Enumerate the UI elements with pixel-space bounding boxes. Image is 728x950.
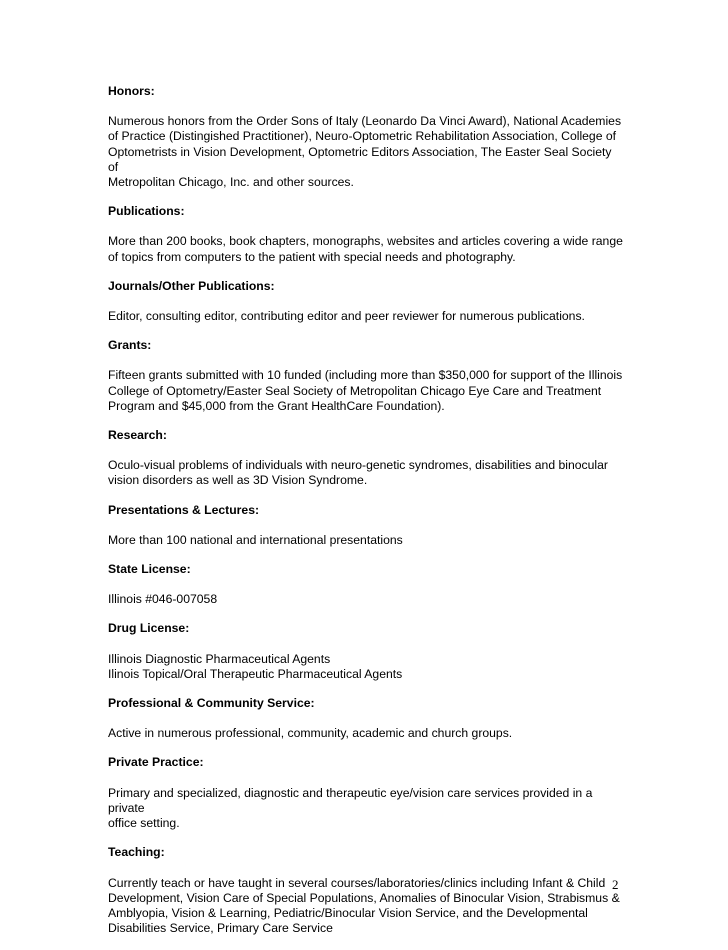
section-text bbox=[108, 652, 623, 682]
section-heading: Private Practice: bbox=[108, 755, 204, 770]
text-line: Amblyopia, Vision & Learning, Pediatric/Binocular Vision Service, and the Developmental bbox=[108, 905, 588, 920]
text-line: Editor, consulting editor, contributing editor and peer reviewer for numerous publications. bbox=[108, 309, 585, 324]
section-heading: Professional & Community Service: bbox=[108, 696, 315, 711]
text-line: Program and $45,000 from the Grant HealthCare Foundation). bbox=[108, 398, 445, 413]
text-line: Oculo-visual problems of individuals with neuro-genetic syndromes, disabilities and binocular bbox=[108, 458, 608, 473]
section-text bbox=[108, 458, 623, 488]
document-body bbox=[108, 84, 623, 950]
section bbox=[108, 84, 623, 190]
section bbox=[108, 621, 623, 682]
text-line: of Practice (Distingished Practitioner), Neuro-Optometric Rehabilitation Association, College of bbox=[108, 129, 617, 144]
text-line: Active in numerous professional, community, academic and church groups. bbox=[108, 726, 513, 741]
section-heading: Drug License: bbox=[108, 621, 190, 636]
section bbox=[108, 338, 623, 414]
section bbox=[108, 755, 623, 831]
text-line: More than 100 national and international presentations bbox=[108, 532, 403, 547]
section-text bbox=[108, 726, 623, 741]
section bbox=[108, 845, 623, 936]
section-heading: Presentations & Lectures: bbox=[108, 502, 260, 517]
text-line: vision disorders as well as 3D Vision Syndrome. bbox=[108, 473, 368, 488]
text-line: Optometrists in Vision Development, Optometric Editors Association, The Easter Seal Society of bbox=[108, 144, 612, 174]
text-line: of topics from computers to the patient with special needs and photography. bbox=[108, 249, 516, 264]
text-line: Illinois #046-007058 bbox=[108, 592, 218, 607]
section bbox=[108, 204, 623, 265]
section-heading: Journals/Other Publications: bbox=[108, 278, 275, 293]
text-line: Fifteen grants submitted with 10 funded (including more than $350,000 for support of the Illinois bbox=[108, 368, 623, 383]
section-heading: Research: bbox=[108, 428, 167, 443]
text-line: Primary and specialized, diagnostic and therapeutic eye/vision care services provided in a private bbox=[108, 785, 593, 815]
section-heading: Grants: bbox=[108, 338, 152, 353]
section-heading: Teaching: bbox=[108, 845, 165, 860]
section-text bbox=[108, 786, 623, 832]
section-text bbox=[108, 309, 623, 324]
text-line: Development, Vision Care of Special Populations, Anomalies of Binocular Vision, Strabismus & bbox=[108, 890, 620, 905]
section-text bbox=[108, 234, 623, 264]
section bbox=[108, 279, 623, 324]
section-text bbox=[108, 533, 623, 548]
section-heading: State License: bbox=[108, 562, 191, 577]
section-heading: Publications: bbox=[108, 204, 185, 219]
text-line: Ilinois Topical/Oral Therapeutic Pharmaceutical Agents bbox=[108, 666, 403, 681]
page-number: 2 bbox=[612, 877, 619, 892]
text-line: office setting. bbox=[108, 816, 180, 831]
section-heading: Honors: bbox=[108, 84, 155, 98]
text-line: Currently teach or have taught in several courses/laboratories/clinics including Infant & Child bbox=[108, 875, 606, 890]
text-line: Numerous honors from the Order Sons of Italy (Leonardo Da Vinci Award), National Academies bbox=[108, 114, 622, 129]
text-line: Illinois Diagnostic Pharmaceutical Agents bbox=[108, 651, 331, 666]
section bbox=[108, 696, 623, 741]
text-line: College of Optometry/Easter Seal Society of Metropolitan Chicago Eye Care and Treatment bbox=[108, 383, 602, 398]
section-text bbox=[108, 592, 623, 607]
section-text bbox=[108, 368, 623, 414]
text-line: More than 200 books, book chapters, monographs, websites and articles covering a wide range bbox=[108, 234, 623, 249]
section bbox=[108, 428, 623, 489]
text-line: Metropolitan Chicago, Inc. and other sources. bbox=[108, 175, 354, 190]
section-text bbox=[108, 876, 623, 937]
section-text bbox=[108, 114, 623, 190]
section bbox=[108, 503, 623, 548]
text-line: Disabilities Service, Primary Care Service bbox=[108, 921, 333, 936]
section bbox=[108, 562, 623, 607]
